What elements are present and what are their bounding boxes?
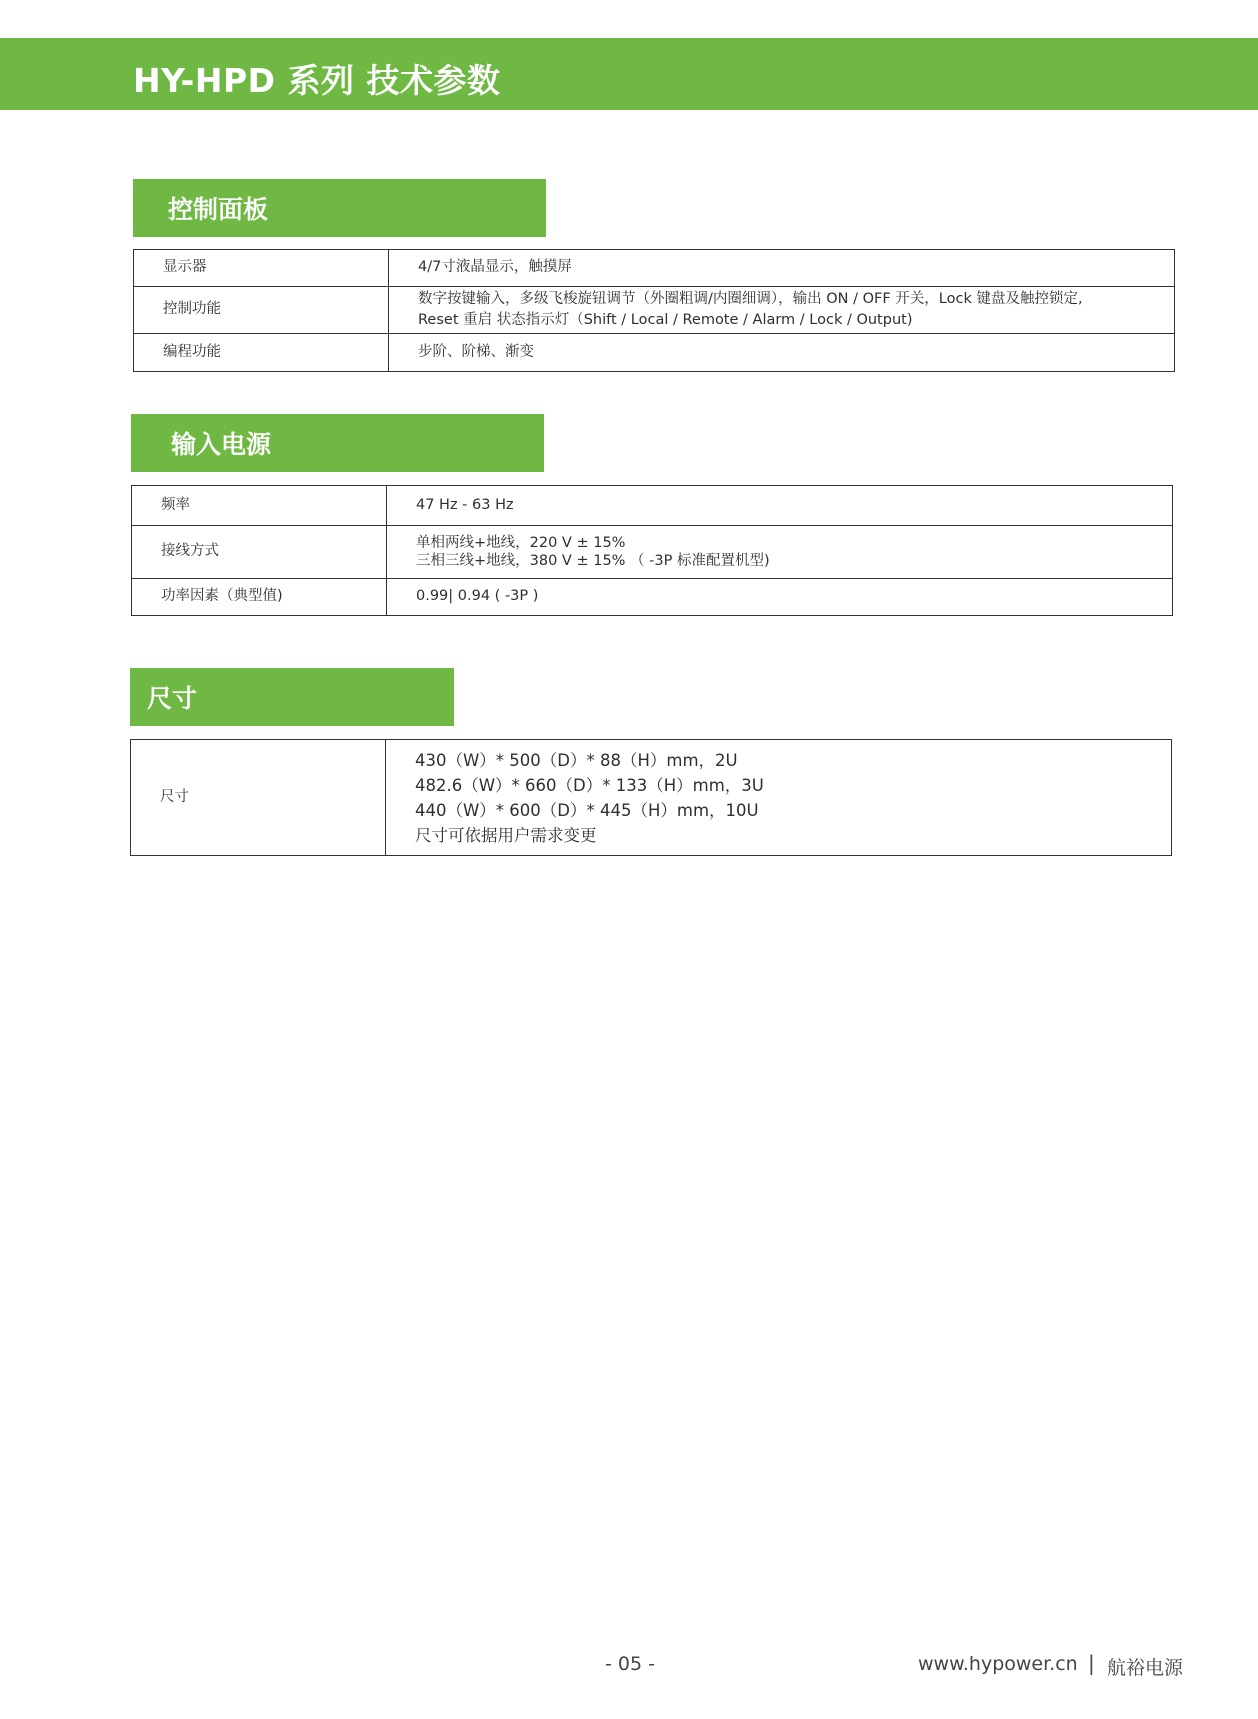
row-label: 功率因素（典型值) xyxy=(132,579,387,616)
section-header-control-panel xyxy=(133,179,546,237)
brand-name: 航裕电源 xyxy=(1107,1657,1184,1679)
value-line: 4/7寸液晶显示，触摸屏 xyxy=(418,259,572,276)
row-value xyxy=(389,250,1175,287)
section-header-dimensions xyxy=(130,668,454,726)
table-row xyxy=(134,334,1175,372)
value-line: 数字按键输入，多级飞梭旋钮调节（外圈粗调/内圈细调），输出 ON / OFF 开关，Lock 键盘及触控锁定, xyxy=(418,290,1083,307)
row-label: 尺寸 xyxy=(131,740,386,856)
value-line: 单相两线+地线，220 V ± 15% xyxy=(416,534,626,551)
spec-table-control-panel xyxy=(133,249,1175,372)
table-row xyxy=(132,486,1173,526)
row-label: 编程功能 xyxy=(134,334,389,372)
website-link[interactable]: www.hypower.cn xyxy=(918,1653,1078,1675)
spec-table-dimensions xyxy=(130,739,1172,856)
row-value xyxy=(387,579,1173,616)
value-line: 47 Hz - 63 Hz xyxy=(416,496,514,513)
value-line: 482.6（W）* 660（D）* 133（H）mm，3U xyxy=(415,775,764,795)
row-value xyxy=(389,334,1175,372)
page-number: - 05 - xyxy=(605,1653,655,1675)
row-value xyxy=(387,486,1173,526)
table-row xyxy=(132,579,1173,616)
row-label: 接线方式 xyxy=(132,526,387,579)
table-row xyxy=(134,250,1175,287)
section-title: 输入电源 xyxy=(171,430,272,459)
row-label: 控制功能 xyxy=(134,287,389,334)
table-row xyxy=(132,526,1173,579)
row-value xyxy=(389,287,1175,334)
value-line: Reset 重启 状态指示灯（Shift / Local / Remote / Alarm / Lock / Output) xyxy=(418,312,913,328)
top-banner xyxy=(0,38,1258,110)
value-line: 440（W）* 600（D）* 445（H）mm，10U xyxy=(415,800,759,820)
value-line: 430（W）* 500（D）* 88（H）mm，2U xyxy=(415,750,738,770)
section-header-input-power xyxy=(131,414,544,472)
row-value xyxy=(386,740,1172,856)
spec-table-input-power xyxy=(131,485,1173,616)
row-label: 显示器 xyxy=(134,250,389,287)
page-title: HY-HPD 系列 技术参数 xyxy=(133,61,501,100)
table-row xyxy=(134,287,1175,334)
footer-separator: | xyxy=(1088,1651,1095,1675)
value-line: 尺寸可依据用户需求变更 xyxy=(415,825,597,845)
value-line: 0.99| 0.94 ( -3P ) xyxy=(416,588,539,605)
value-line: 步阶、阶梯、渐变 xyxy=(418,343,534,360)
value-line: 三相三线+地线，380 V ± 15% （ -3P 标准配置机型) xyxy=(416,553,770,569)
row-value xyxy=(387,526,1173,579)
table-row xyxy=(131,740,1172,856)
section-title: 控制面板 xyxy=(168,195,269,224)
row-label: 频率 xyxy=(132,486,387,526)
section-title: 尺寸 xyxy=(147,684,198,713)
